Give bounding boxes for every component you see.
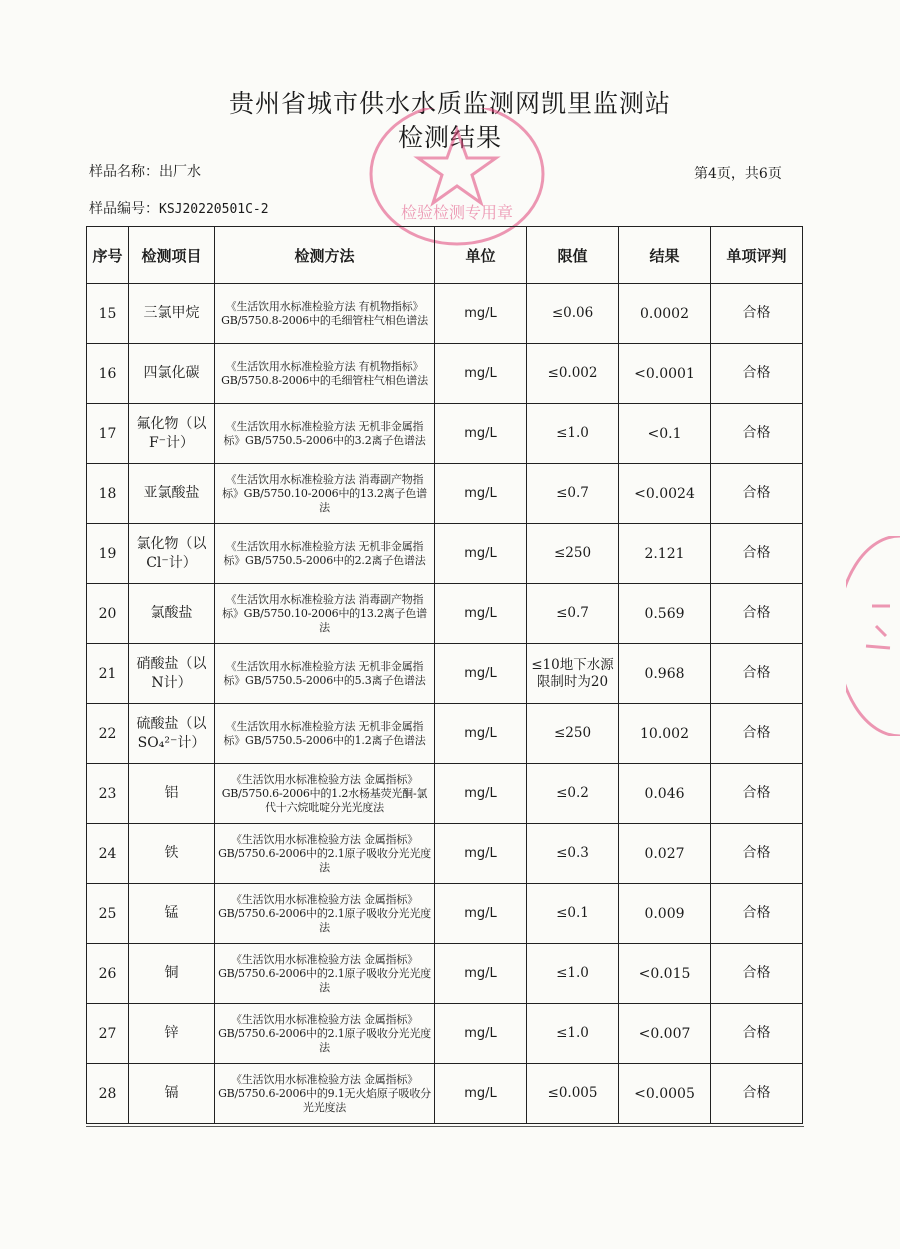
unit-cell: mg/L xyxy=(435,524,527,584)
row-number-cell: 25 xyxy=(87,884,129,944)
limit-cell: ≤1.0 xyxy=(527,944,619,1004)
limit-cell: ≤1.0 xyxy=(527,1004,619,1064)
judgement-cell: 合格 xyxy=(711,404,803,464)
limit-cell: ≤0.7 xyxy=(527,464,619,524)
test-method-cell: 《生活饮用水标准检验方法 无机非金属指标》GB/5750.5-2006中的1.2离子色谱法 xyxy=(215,704,435,764)
column-header: 单位 xyxy=(435,227,527,284)
result-cell: 10.002 xyxy=(619,704,711,764)
judgement-cell: 合格 xyxy=(711,644,803,704)
table-row xyxy=(87,884,803,944)
row-number-cell: 19 xyxy=(87,524,129,584)
test-method-cell: 《生活饮用水标准检验方法 无机非金属指标》GB/5750.5-2006中的2.2离子色谱法 xyxy=(215,524,435,584)
result-cell: 0.0002 xyxy=(619,284,711,344)
test-item-cell: 铝 xyxy=(129,764,215,824)
unit-cell: mg/L xyxy=(435,284,527,344)
limit-cell: ≤0.2 xyxy=(527,764,619,824)
result-cell: <0.007 xyxy=(619,1004,711,1064)
test-method-cell: 《生活饮用水标准检验方法 金属指标》GB/5750.6-2006中的2.1原子吸收分光光度法 xyxy=(215,884,435,944)
sample-name-value: 出厂水 xyxy=(159,164,201,180)
test-method-cell: 《生活饮用水标准检验方法 有机物指标》GB/5750.8-2006中的毛细管柱气相色谱法 xyxy=(215,284,435,344)
test-item-cell: 氟化物（以F⁻计） xyxy=(129,404,215,464)
test-method-cell: 《生活饮用水标准检验方法 金属指标》GB/5750.6-2006中的2.1原子吸收分光光度法 xyxy=(215,944,435,1004)
judgement-cell: 合格 xyxy=(711,704,803,764)
unit-cell: mg/L xyxy=(435,764,527,824)
judgement-cell: 合格 xyxy=(711,824,803,884)
table-row xyxy=(87,584,803,644)
row-number-cell: 28 xyxy=(87,1064,129,1124)
result-cell: 0.009 xyxy=(619,884,711,944)
unit-cell: mg/L xyxy=(435,584,527,644)
column-header: 序号 xyxy=(87,227,129,284)
table-row xyxy=(87,944,803,1004)
test-item-cell: 亚氯酸盐 xyxy=(129,464,215,524)
sample-number-label: 样品编号： xyxy=(89,201,159,217)
unit-cell: mg/L xyxy=(435,944,527,1004)
column-header: 检测方法 xyxy=(215,227,435,284)
test-method-cell: 《生活饮用水标准检验方法 消毒副产物指标》GB/5750.10-2006中的13.2离子色谱法 xyxy=(215,584,435,644)
result-cell: 0.968 xyxy=(619,644,711,704)
row-number-cell: 27 xyxy=(87,1004,129,1064)
test-item-cell: 铜 xyxy=(129,944,215,1004)
result-cell: 0.027 xyxy=(619,824,711,884)
limit-cell: ≤1.0 xyxy=(527,404,619,464)
test-item-cell: 三氯甲烷 xyxy=(129,284,215,344)
table-row xyxy=(87,704,803,764)
row-number-cell: 15 xyxy=(87,284,129,344)
sample-number xyxy=(89,200,269,219)
judgement-cell: 合格 xyxy=(711,524,803,584)
row-number-cell: 26 xyxy=(87,944,129,1004)
report-subtitle: 检测结果 xyxy=(397,123,502,152)
unit-cell: mg/L xyxy=(435,644,527,704)
limit-cell: ≤10地下水源限制时为20 xyxy=(527,644,619,704)
test-item-cell: 锌 xyxy=(129,1004,215,1064)
unit-cell: mg/L xyxy=(435,704,527,764)
result-cell: <0.0024 xyxy=(619,464,711,524)
test-method-cell: 《生活饮用水标准检验方法 金属指标》GB/5750.6-2006中的1.2水杨基荧光酮-氯代十六烷吡啶分光光度法 xyxy=(215,764,435,824)
test-item-cell: 镉 xyxy=(129,1064,215,1124)
test-item-cell: 硝酸盐（以N计） xyxy=(129,644,215,704)
row-number-cell: 17 xyxy=(87,404,129,464)
row-number-cell: 22 xyxy=(87,704,129,764)
test-method-cell: 《生活饮用水标准检验方法 有机物指标》GB/5750.8-2006中的毛细管柱气相色谱法 xyxy=(215,344,435,404)
test-item-cell: 铁 xyxy=(129,824,215,884)
bottom-divider xyxy=(86,1126,804,1127)
unit-cell: mg/L xyxy=(435,404,527,464)
limit-cell: ≤250 xyxy=(527,704,619,764)
test-method-cell: 《生活饮用水标准检验方法 金属指标》GB/5750.6-2006中的2.1原子吸收分光光度法 xyxy=(215,824,435,884)
row-number-cell: 18 xyxy=(87,464,129,524)
result-cell: 0.046 xyxy=(619,764,711,824)
svg-text:检验检测专用章: 检验检测专用章 xyxy=(400,203,514,222)
table-row xyxy=(87,1064,803,1124)
partial-seal-stamp xyxy=(846,536,900,736)
limit-cell: ≤250 xyxy=(527,524,619,584)
limit-cell: ≤0.005 xyxy=(527,1064,619,1124)
row-number-cell: 24 xyxy=(87,824,129,884)
table-row xyxy=(87,524,803,584)
unit-cell: mg/L xyxy=(435,1064,527,1124)
table-header-row xyxy=(87,227,803,284)
limit-cell: ≤0.7 xyxy=(527,584,619,644)
test-method-cell: 《生活饮用水标准检验方法 无机非金属指标》GB/5750.5-2006中的3.2离子色谱法 xyxy=(215,404,435,464)
test-method-cell: 《生活饮用水标准检验方法 金属指标》GB/5750.6-2006中的9.1无火焰原子吸收分光光度法 xyxy=(215,1064,435,1124)
test-item-cell: 锰 xyxy=(129,884,215,944)
sample-number-value: KSJ20220501C-2 xyxy=(159,202,269,217)
column-header: 结果 xyxy=(619,227,711,284)
limit-cell: ≤0.002 xyxy=(527,344,619,404)
table-row xyxy=(87,404,803,464)
judgement-cell: 合格 xyxy=(711,464,803,524)
test-method-cell: 《生活饮用水标准检验方法 金属指标》GB/5750.6-2006中的2.1原子吸收分光光度法 xyxy=(215,1004,435,1064)
judgement-cell: 合格 xyxy=(711,944,803,1004)
limit-cell: ≤0.1 xyxy=(527,884,619,944)
unit-cell: mg/L xyxy=(435,344,527,404)
unit-cell: mg/L xyxy=(435,464,527,524)
test-method-cell: 《生活饮用水标准检验方法 消毒副产物指标》GB/5750.10-2006中的13.2离子色谱法 xyxy=(215,464,435,524)
judgement-cell: 合格 xyxy=(711,764,803,824)
result-cell: 2.121 xyxy=(619,524,711,584)
column-header: 检测项目 xyxy=(129,227,215,284)
table-row xyxy=(87,464,803,524)
table-row xyxy=(87,344,803,404)
row-number-cell: 21 xyxy=(87,644,129,704)
judgement-cell: 合格 xyxy=(711,584,803,644)
column-header: 单项评判 xyxy=(711,227,803,284)
judgement-cell: 合格 xyxy=(711,1064,803,1124)
test-method-cell: 《生活饮用水标准检验方法 无机非金属指标》GB/5750.5-2006中的5.3离子色谱法 xyxy=(215,644,435,704)
limit-cell: ≤0.06 xyxy=(527,284,619,344)
sample-name-label: 样品名称： xyxy=(89,164,159,180)
result-cell: <0.0005 xyxy=(619,1064,711,1124)
test-item-cell: 氯化物（以Cl⁻计） xyxy=(129,524,215,584)
test-item-cell: 四氯化碳 xyxy=(129,344,215,404)
judgement-cell: 合格 xyxy=(711,284,803,344)
report-title: 贵州省城市供水水质监测网凯里监测站 xyxy=(228,89,671,118)
table-row xyxy=(87,764,803,824)
judgement-cell: 合格 xyxy=(711,884,803,944)
row-number-cell: 20 xyxy=(87,584,129,644)
table-row xyxy=(87,644,803,704)
test-item-cell: 氯酸盐 xyxy=(129,584,215,644)
unit-cell: mg/L xyxy=(435,884,527,944)
judgement-cell: 合格 xyxy=(711,344,803,404)
test-item-cell: 硫酸盐（以SO₄²⁻计） xyxy=(129,704,215,764)
result-cell: <0.015 xyxy=(619,944,711,1004)
row-number-cell: 16 xyxy=(87,344,129,404)
page-indicator: 第4页，共6页 xyxy=(694,166,782,182)
table-row xyxy=(87,284,803,344)
row-number-cell: 23 xyxy=(87,764,129,824)
result-cell: <0.1 xyxy=(619,404,711,464)
unit-cell: mg/L xyxy=(435,1004,527,1064)
limit-cell: ≤0.3 xyxy=(527,824,619,884)
column-header: 限值 xyxy=(527,227,619,284)
results-table xyxy=(86,226,803,1124)
table-row xyxy=(87,1004,803,1064)
judgement-cell: 合格 xyxy=(711,1004,803,1064)
unit-cell: mg/L xyxy=(435,824,527,884)
table-row xyxy=(87,824,803,884)
result-cell: 0.569 xyxy=(619,584,711,644)
result-cell: <0.0001 xyxy=(619,344,711,404)
sample-name xyxy=(89,163,201,181)
